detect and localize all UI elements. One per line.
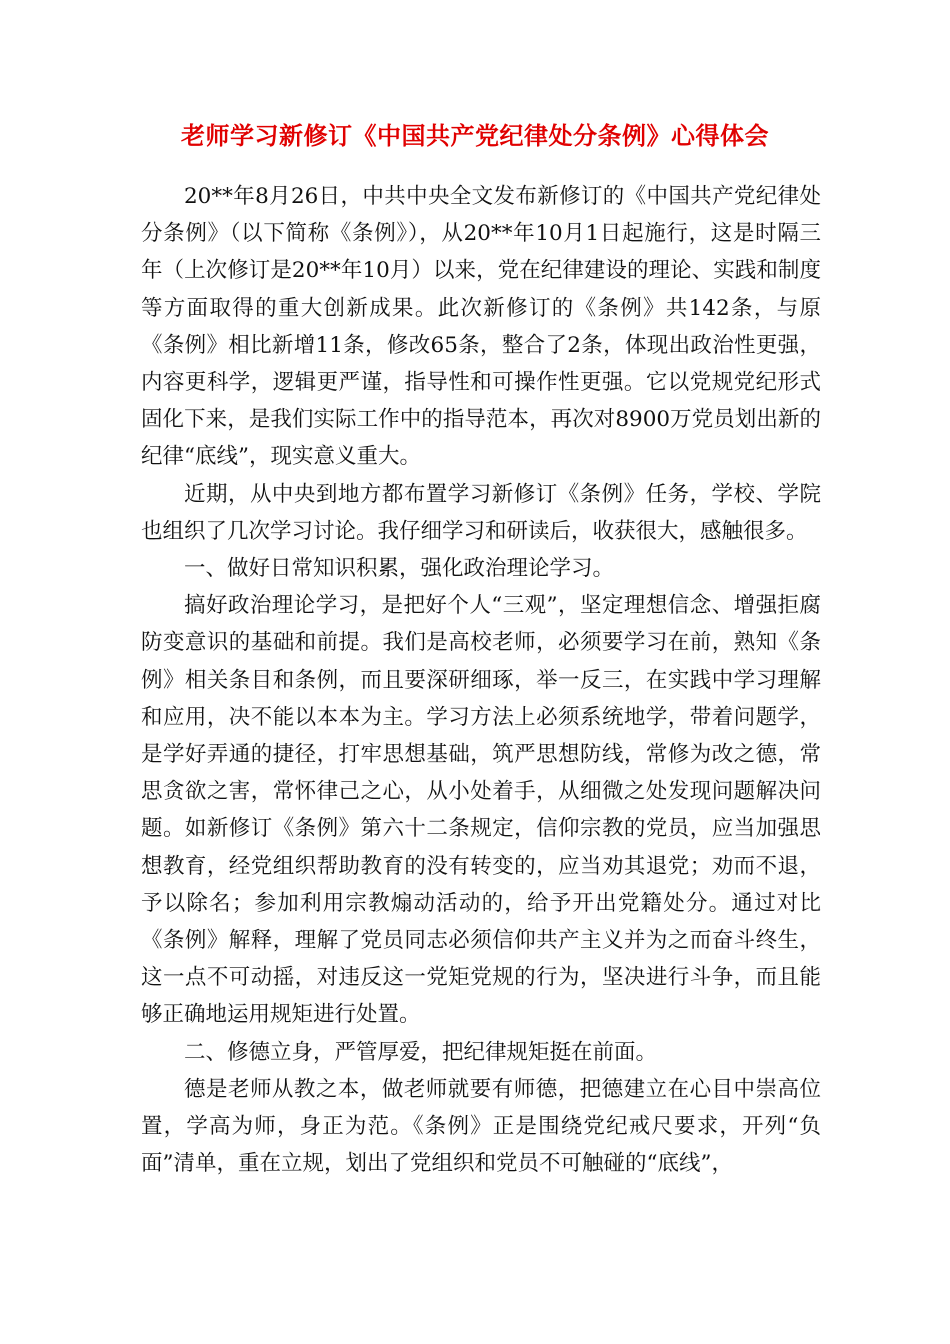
paragraph-intro: 20**年8月26日，中共中央全文发布新修订的《中国共产党纪律处分条例》（以下简称《条例》），从20**年10月1日起施行，这是时隔三年（上次修订是20**年10月）以来，党在纪律建设的理论、实践和制度等方面取得的重大创新成果。此次新修订的《条例》共142条，与原《条例》相比新增11条，修改65条，整合了2条，体现出政治性更强，内容更科学，逻辑更严谨，指导性和可操作性更强。它以党规党纪形式固化下来，是我们实际工作中的指导范本，再次对8900万党员划出新的纪律“底线”，现实意义重大。 (141, 184, 821, 470)
document-body (141, 178, 821, 1182)
document-title: 老师学习新修订《中国共产党纪律处分条例》心得体会 (181, 121, 769, 150)
section-heading-1: 一、做好日常知识积累，强化政治理论学习。 (184, 556, 615, 582)
paragraph-section-2-body: 德是老师从教之本，做老师就要有师德，把德建立在心目中崇高位置，学高为师，身正为范。《条例》正是围绕党纪戒尺要求，开列“负面”清单，重在立规，划出了党组织和党员不可触碰的“底线”， (141, 1076, 821, 1177)
paragraph-study-context: 近期，从中央到地方都布置学习新修订《条例》任务，学校、学院也组织了几次学习讨论。我仔细学习和研读后，收获很大，感触很多。 (141, 481, 821, 544)
paragraph-section-1-body: 搞好政治理论学习，是把好个人“三观”，坚定理想信念、增强拒腐防变意识的基础和前提。我们是高校老师，必须要学习在前，熟知《条例》相关条目和条例，而且要深研细琢，举一反三，在实践中学习理解和应用，决不能以本本为主。学习方法上必须系统地学，带着问题学，是学好弄通的捷径，打牢思想基础，筑严思想防线，常修为改之德，常思贪欲之害，常怀律己之心，从小处着手，从细微之处发现问题解决问题。如新修订《条例》第六十二条规定，信仰宗教的党员，应当加强思想教育，经党组织帮助教育的没有转变的，应当劝其退党；劝而不退，予以除名；参加利用宗教煽动活动的，给予开出党籍处分。通过对比《条例》解释，理解了党员同志必须信仰共产主义并为之而奋斗终生，这一点不可动摇，对违反这一党矩党规的行为，坚决进行斗争，而且能够正确地运用规矩进行处置。 (141, 593, 821, 1028)
section-heading-2: 二、修德立身，严管厚爱，把纪律规矩挺在前面。 (184, 1039, 658, 1065)
